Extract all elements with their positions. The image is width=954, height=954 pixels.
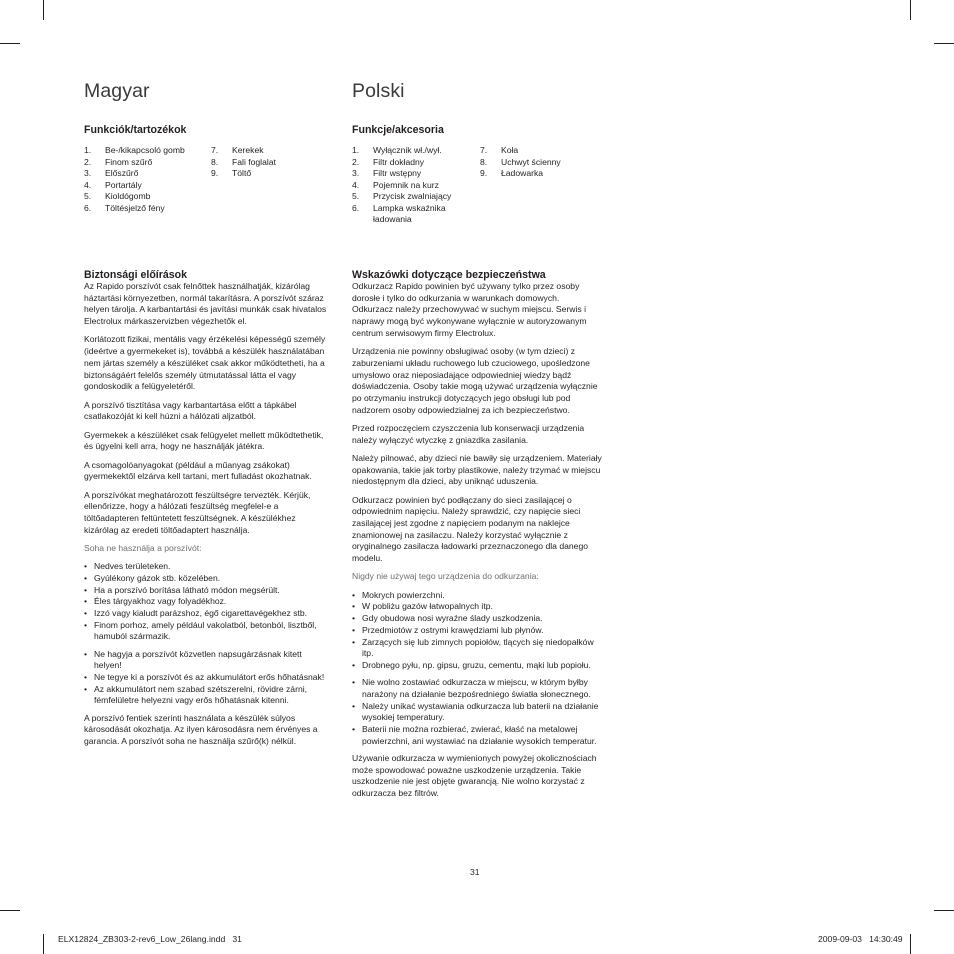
list-item: • Nie wolno zostawiać odkurzacza w miejscu, w którym byłby narażony na działanie bezpośredniego światła słonecznego.: [352, 677, 602, 700]
crop-mark: [910, 934, 911, 954]
functions-heading: Funkcje/akcesoria: [352, 124, 444, 136]
list-item: 4. Portartály: [84, 179, 142, 190]
paragraph: A porszívókat meghatározott feszültségre tervezték. Kérjük, ellenőrizze, hogy a hálózati feszültség megfelel-e a töltőadapteren feltüntetett feszültségnek. A készülékhez kizárólag az eredeti töltőadaptert használja.: [84, 489, 311, 535]
list-item: 3. Filtr wstępny: [352, 168, 422, 178]
list-item: • Należy unikać wystawiania odkurzacza lub baterii na działanie wysokiej temperatury.: [352, 701, 602, 724]
paragraph: Odkurzacz Rapido powinien być używany tylko przez osoby dorosłe i tylko do odkurzania w warunkach domowych. Odkurzacz należy przechowywać w suchym miejscu. Serwis i naprawy mogą być wykonywane wyłącznie w autoryzowanym centrum serwisowym firmy Electrolux.: [352, 281, 587, 338]
functions-list-2: [480, 145, 590, 180]
list-item: 6. Töltésjelző fény: [84, 202, 165, 213]
crop-mark: [910, 0, 911, 20]
footer-filename: ELX12824_ZB303-2-rev6_Low_26lang.indd 31: [58, 934, 242, 944]
list-item: 8. Fali foglalat: [211, 156, 276, 167]
crop-mark: [0, 910, 20, 911]
paragraph: A porszívó tisztítása vagy karbantartása előtt a tápkábel csatlakozóját ki kell húzni a hálózati aljzatból.: [84, 399, 297, 422]
list-item: 4. Pojemnik na kurz: [352, 179, 439, 190]
bullet-list: [352, 677, 602, 747]
safety-body: [84, 281, 330, 754]
list-item: 5. Przycisk zwalniający: [352, 191, 452, 201]
list-item: • Gyúlékony gázok stb. közelében.: [84, 573, 330, 585]
functions-list-2: [211, 145, 311, 180]
list-item: • Finom porhoz, amely például vakolatból, betonból, lisztből, hamuból származik.: [84, 620, 330, 643]
crop-mark: [934, 43, 954, 44]
functions-heading: Funkciók/tartozékok: [84, 124, 187, 136]
list-item: 1. Be-/kikapcsoló gomb: [84, 145, 185, 155]
list-item: • Drobnego pyłu, np. gipsu, gruzu, cementu, mąki lub popiołu.: [352, 660, 602, 672]
language-title-polish: Polski: [352, 80, 405, 102]
bullet-list: [84, 561, 330, 643]
list-item: 2. Filtr dokładny: [352, 156, 425, 167]
paragraph: Należy pilnować, aby dzieci nie bawiły się urządzeniem. Materiały opakowania, takie jak torby plastikowe, należy trzymać w miejscu niedostępnym dla dzieci, aby uniknąć uduszenia.: [352, 452, 602, 487]
functions-list: [352, 145, 477, 226]
crop-mark: [43, 934, 44, 954]
list-item: • Baterii nie można rozbierać, zwierać, kłaść na metalowej powierzchni, ani wystawiać na działanie wysokich temperatur.: [352, 724, 602, 747]
list-item: • Ne hagyja a porszívót közvetlen napsugárzásnak kitett helyen!: [84, 649, 330, 672]
safety-heading: Wskazówki dotyczące bezpieczeństwa: [352, 269, 546, 281]
crop-mark: [934, 910, 954, 911]
list-item: 1. Wyłącznik wł./wył.: [352, 145, 442, 155]
list-item: • Izzó vagy kialudt parázshoz, égő cigarettavégekhez stb.: [84, 608, 330, 620]
safety-heading: Biztonsági előírások: [84, 269, 188, 281]
paragraph: Korlátozott fizikai, mentális vagy érzékelési képességű személy (ideértve a gyermekeket is), továbbá a készülék használatában nem jártas személy a készüléket csak akkor működtetheti, ha a biztonságáért felelős személy útmutatással látta el vagy gondoskodik a felügyeletéről.: [84, 334, 326, 392]
list-item: 7. Koła: [480, 145, 519, 155]
language-title-hungarian: Magyar: [84, 80, 150, 102]
list-item: • Zarzących się lub zimnych popiołów, tlących się niedopałków itp.: [352, 637, 602, 660]
list-item: • Az akkumulátort nem szabad szétszerelni, rövidre zárni, fémfelületre helyezni vagy erős hőhatásnak kitenni.: [84, 684, 330, 707]
list-item: 5. Kioldógomb: [84, 191, 151, 201]
paragraph: Przed rozpoczęciem czyszczenia lub konserwacji urządzenia należy wyłączyć wtyczkę z gniazdka zasilania.: [352, 422, 585, 445]
list-item: • Ha a porszívó borítása látható módon megsérült.: [84, 585, 330, 597]
list-item: 9. Ładowarka: [480, 168, 544, 178]
bullet-list: [84, 649, 330, 708]
list-item: • Przedmiotów z ostrymi krawędziami lub płynów.: [352, 625, 602, 637]
paragraph: Az Rapido porszívót csak felnőttek használhatják, kizárólag háztartási környezetben, normál takarításra. A porszívót száraz helyen tárolja. A karbantartási és javítási munkák csak hivatalos Electrolux márkaszervizben végezhetők el.: [84, 281, 327, 327]
safety-body: [352, 281, 602, 806]
paragraph: A csomagolóanyagokat (például a műanyag zsákokat) gyermekektől elzárva kell tartani, mert fulladást okozhatnak.: [84, 459, 312, 482]
never-use-label: Nigdy nie używaj tego urządzenia do odkurzania:: [352, 571, 539, 582]
paragraph: Gyermekek a készüléket csak felügyelet mellett működtethetik, és ügyelni kell arra, hogy ne használják játékra.: [84, 429, 324, 452]
paragraph: Używanie odkurzacza w wymienionych powyżej okolicznościach może spowodować poważne uszkodzenie urządzenia. Takie uszkodzenie nie jest objęte gwarancją. Nie wolno korzystać z odkurzacza bez filtrów.: [352, 752, 597, 798]
list-item: • Mokrych powierzchni.: [352, 590, 602, 602]
functions-list: [84, 145, 209, 214]
footer-timestamp: 2009-09-03 14:30:49: [818, 934, 903, 944]
page-number: 31: [470, 867, 480, 877]
list-item: • Éles tárgyakhoz vagy folyadékhoz.: [84, 596, 330, 608]
list-item: 7. Kerekek: [211, 145, 264, 155]
paragraph: Urządzenia nie powinny obsługiwać osoby (w tym dzieci) z zaburzeniami układu ruchowego lub czuciowego, upośledzone umysłowo oraz nieposiadające odpowiedniej wiedzy bądź doświadczenia. Osoby takie mogą używać urządzenia wyłącznie po otrzymaniu instrukcji dotyczących jego obsługi lub pod nadzorem osoby odpowiedzialnej za ich bezpieczeństwo.: [352, 346, 598, 415]
list-item: 9. Töltő: [211, 168, 252, 178]
never-use-label: Soha ne használja a porszívót:: [84, 542, 202, 553]
list-item: • Gdy obudowa nosi wyraźne ślady uszkodzenia.: [352, 613, 602, 625]
list-item: 6. Lampka wskaźnika ładowania: [352, 202, 446, 224]
list-item: • Nedves területeken.: [84, 561, 330, 573]
list-item: • Ne tegye ki a porszívót és az akkumulátort erős hőhatásnak!: [84, 672, 330, 684]
list-item: • W pobliżu gazów łatwopalnych itp.: [352, 601, 602, 613]
paragraph: A porszívó fentiek szerinti használata a készülék súlyos károsodását okozhatja. Az ilyen károsodásra nem érvényes a garancia. A porszívót soha ne használja szűrő(k) nélkül.: [84, 712, 318, 747]
list-item: 2. Finom szűrő: [84, 156, 153, 167]
paragraph: Odkurzacz powinien być podłączany do sieci zasilającej o odpowiednim napięciu. Należy sprawdzić, czy napięcie sieci zasilającej jest zgodne z napięciem podanym na naklejce znamionowej na zasilaczu. Należy korzystać wyłącznie z oryginalnego zasilacza ładowarki przeznaczonego dla danego modelu.: [352, 494, 589, 564]
crop-mark: [43, 0, 44, 20]
list-item: 8. Uchwyt ścienny: [480, 156, 561, 167]
crop-mark: [0, 43, 20, 44]
list-item: 3. Előszűrő: [84, 168, 139, 178]
bullet-list: [352, 590, 602, 672]
